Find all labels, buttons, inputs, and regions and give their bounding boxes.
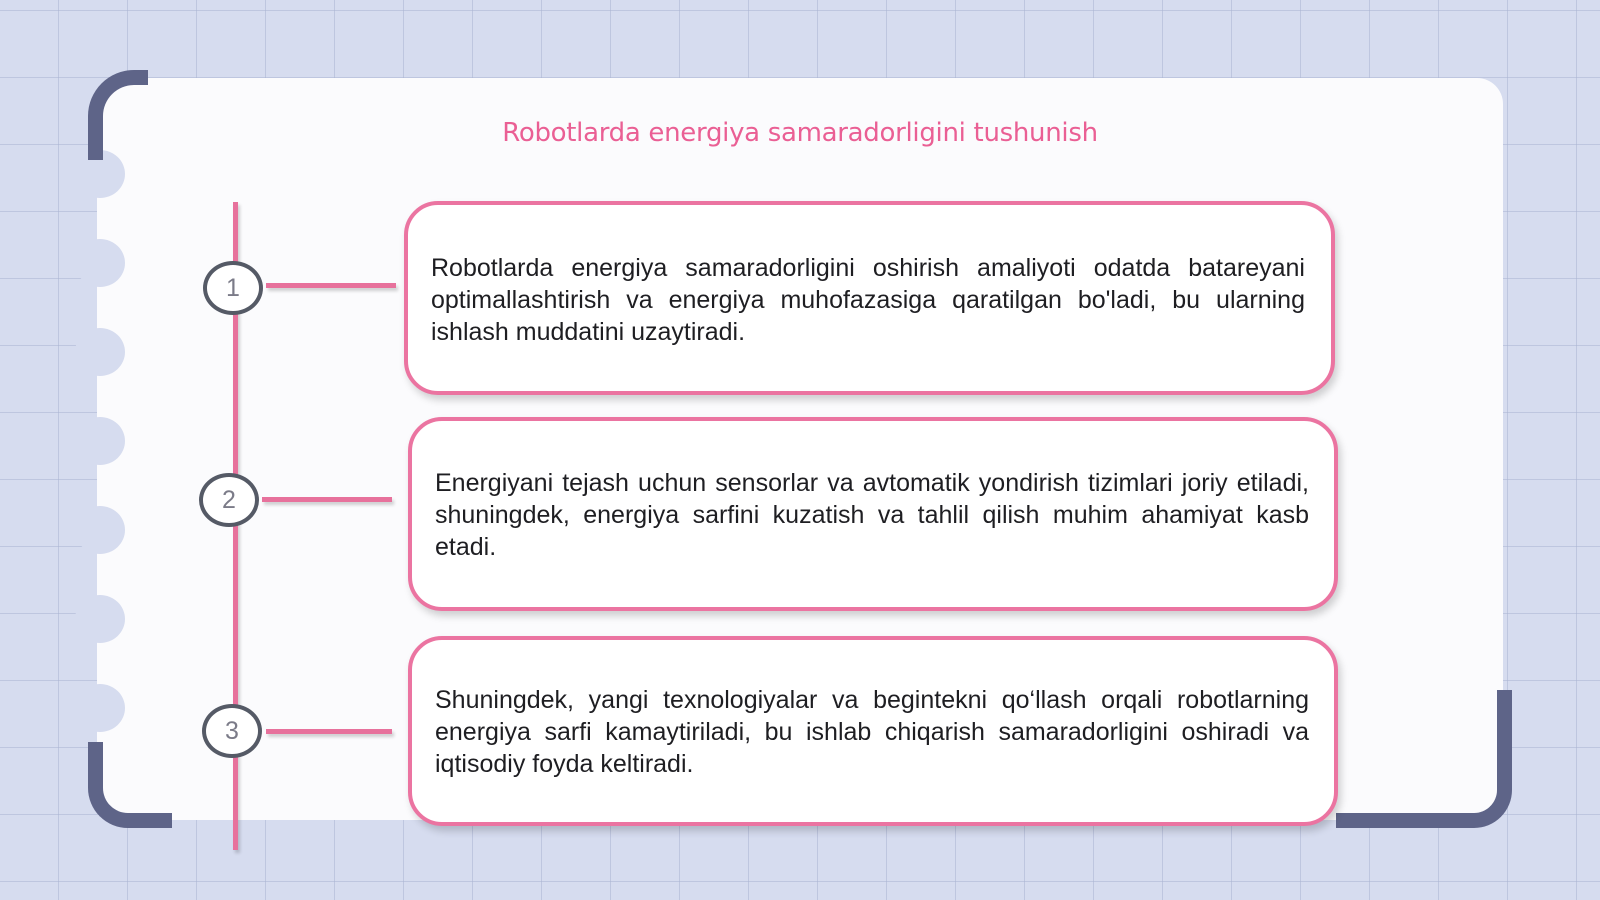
- slide-title: Robotlarda energiya samaradorligini tushunish: [502, 118, 1098, 148]
- step-text: Robotlarda energiya samaradorligini oshirish amaliyoti odatda batareyani optimallashtirish va energiya muhofazasiga qaratilgan bo'ladi, bu ularning ishlash muddatini uzaytiradi.: [431, 254, 1305, 346]
- step-number-badge: 2: [199, 473, 259, 527]
- timeline-connector: [266, 729, 392, 734]
- step-number-badge: 3: [202, 704, 262, 758]
- paper-scallop: [75, 684, 125, 732]
- paper-scallop: [75, 595, 125, 643]
- frame-corner-bottom-right: [1336, 690, 1512, 828]
- paper-scallop: [75, 506, 125, 554]
- step-text: Shuningdek, yangi texnologiyalar va begintekni qo‘llash orqali robotlarning energiya sarfi kamaytiriladi, bu ishlab chiqarish samaradorligini oshiradi va iqtisodiy foyda keltiradi.: [435, 686, 1309, 778]
- step-number-badge: 1: [203, 261, 263, 315]
- paper-scallop: [75, 328, 125, 376]
- frame-corner-top-left: [88, 70, 148, 160]
- step-text: Energiyani tejash uchun sensorlar va avtomatik yondirish tizimlari joriy etiladi, shuningdek, energiya sarfini kuzatish va tahlil qilish muhim ahamiyat kasb etadi.: [435, 469, 1309, 561]
- paper-scallop: [75, 417, 125, 465]
- frame-corner-bottom-left: [88, 742, 172, 828]
- timeline-connector: [266, 283, 396, 288]
- paper-scallop: [75, 239, 125, 287]
- timeline-connector: [262, 497, 392, 502]
